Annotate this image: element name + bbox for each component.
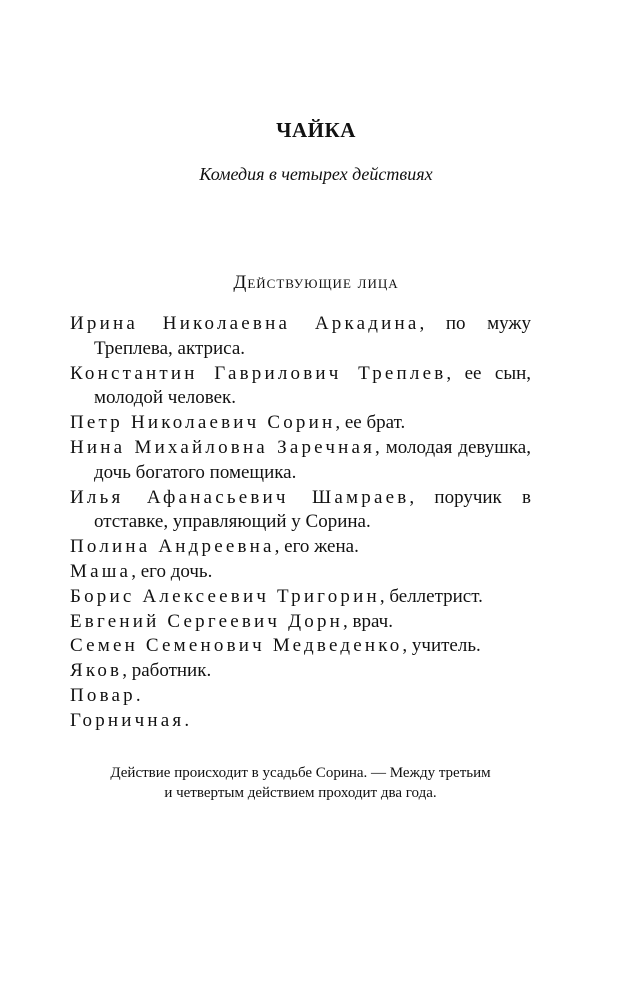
cast-entry — [70, 684, 531, 709]
cast-entry — [70, 585, 531, 610]
character-name: Ирина Николаевна Аркадина — [70, 313, 420, 334]
cast-entry — [70, 610, 531, 635]
character-name: Яков — [70, 660, 123, 682]
character-name: Константин Гаврилович Треплев — [70, 362, 447, 384]
setting-note — [70, 763, 531, 803]
play-subtitle: Комедия в четырех действиях — [199, 164, 433, 184]
character-name: Петр Николаевич Сорин — [70, 412, 336, 434]
character-description: , по мужу Треплева, актриса. — [94, 313, 531, 359]
cast-entry — [70, 411, 531, 436]
character-description: , ее брат. — [335, 412, 406, 434]
character-description: , беллетрист. — [379, 585, 483, 607]
cast-heading: Действующие лица — [233, 272, 399, 293]
character-name: Семен Семенович Медведенко — [70, 635, 403, 657]
cast-entry — [70, 312, 531, 362]
character-name: Горничная — [70, 709, 185, 731]
cast-entry — [70, 535, 531, 560]
character-name: Илья Афанасьевич Шамраев — [70, 486, 410, 508]
character-description: , поручик в отставке, управляющий у Сорина. — [94, 486, 531, 533]
cast-entry — [70, 659, 531, 684]
character-name: Повар — [70, 684, 136, 706]
character-description: . — [135, 684, 141, 706]
character-description: , учитель. — [402, 635, 481, 657]
character-description: , его дочь. — [131, 560, 213, 582]
character-name: Нина Михайловна Заречная — [70, 436, 376, 458]
play-title: ЧАЙКА — [276, 118, 356, 142]
character-name: Маша — [70, 560, 132, 582]
cast-list — [70, 312, 531, 734]
cast-entry — [70, 709, 531, 734]
character-description: , работник. — [122, 660, 212, 682]
cast-entry — [70, 634, 531, 659]
character-description: , его жена. — [274, 536, 359, 558]
cast-entry — [70, 486, 531, 536]
character-name: Евгений Сергеевич Дорн — [70, 610, 344, 632]
character-name: Борис Алексеевич Тригорин — [70, 585, 380, 607]
setting-note-line: Действие происходит в усадьбе Сорина. — Между третьим — [110, 765, 491, 781]
character-description: . — [184, 709, 190, 731]
cast-entry — [70, 560, 531, 585]
cast-entry — [70, 362, 531, 412]
setting-note-line: и четвертым действием проходит два года. — [164, 785, 437, 801]
character-description: , молодая девушка, дочь богатого помещика. — [94, 436, 531, 483]
character-description: , ее сын, молодой человек. — [94, 362, 531, 409]
cast-entry — [70, 436, 531, 486]
character-description: , врач. — [343, 610, 393, 632]
character-name: Полина Андреевна — [70, 536, 275, 558]
